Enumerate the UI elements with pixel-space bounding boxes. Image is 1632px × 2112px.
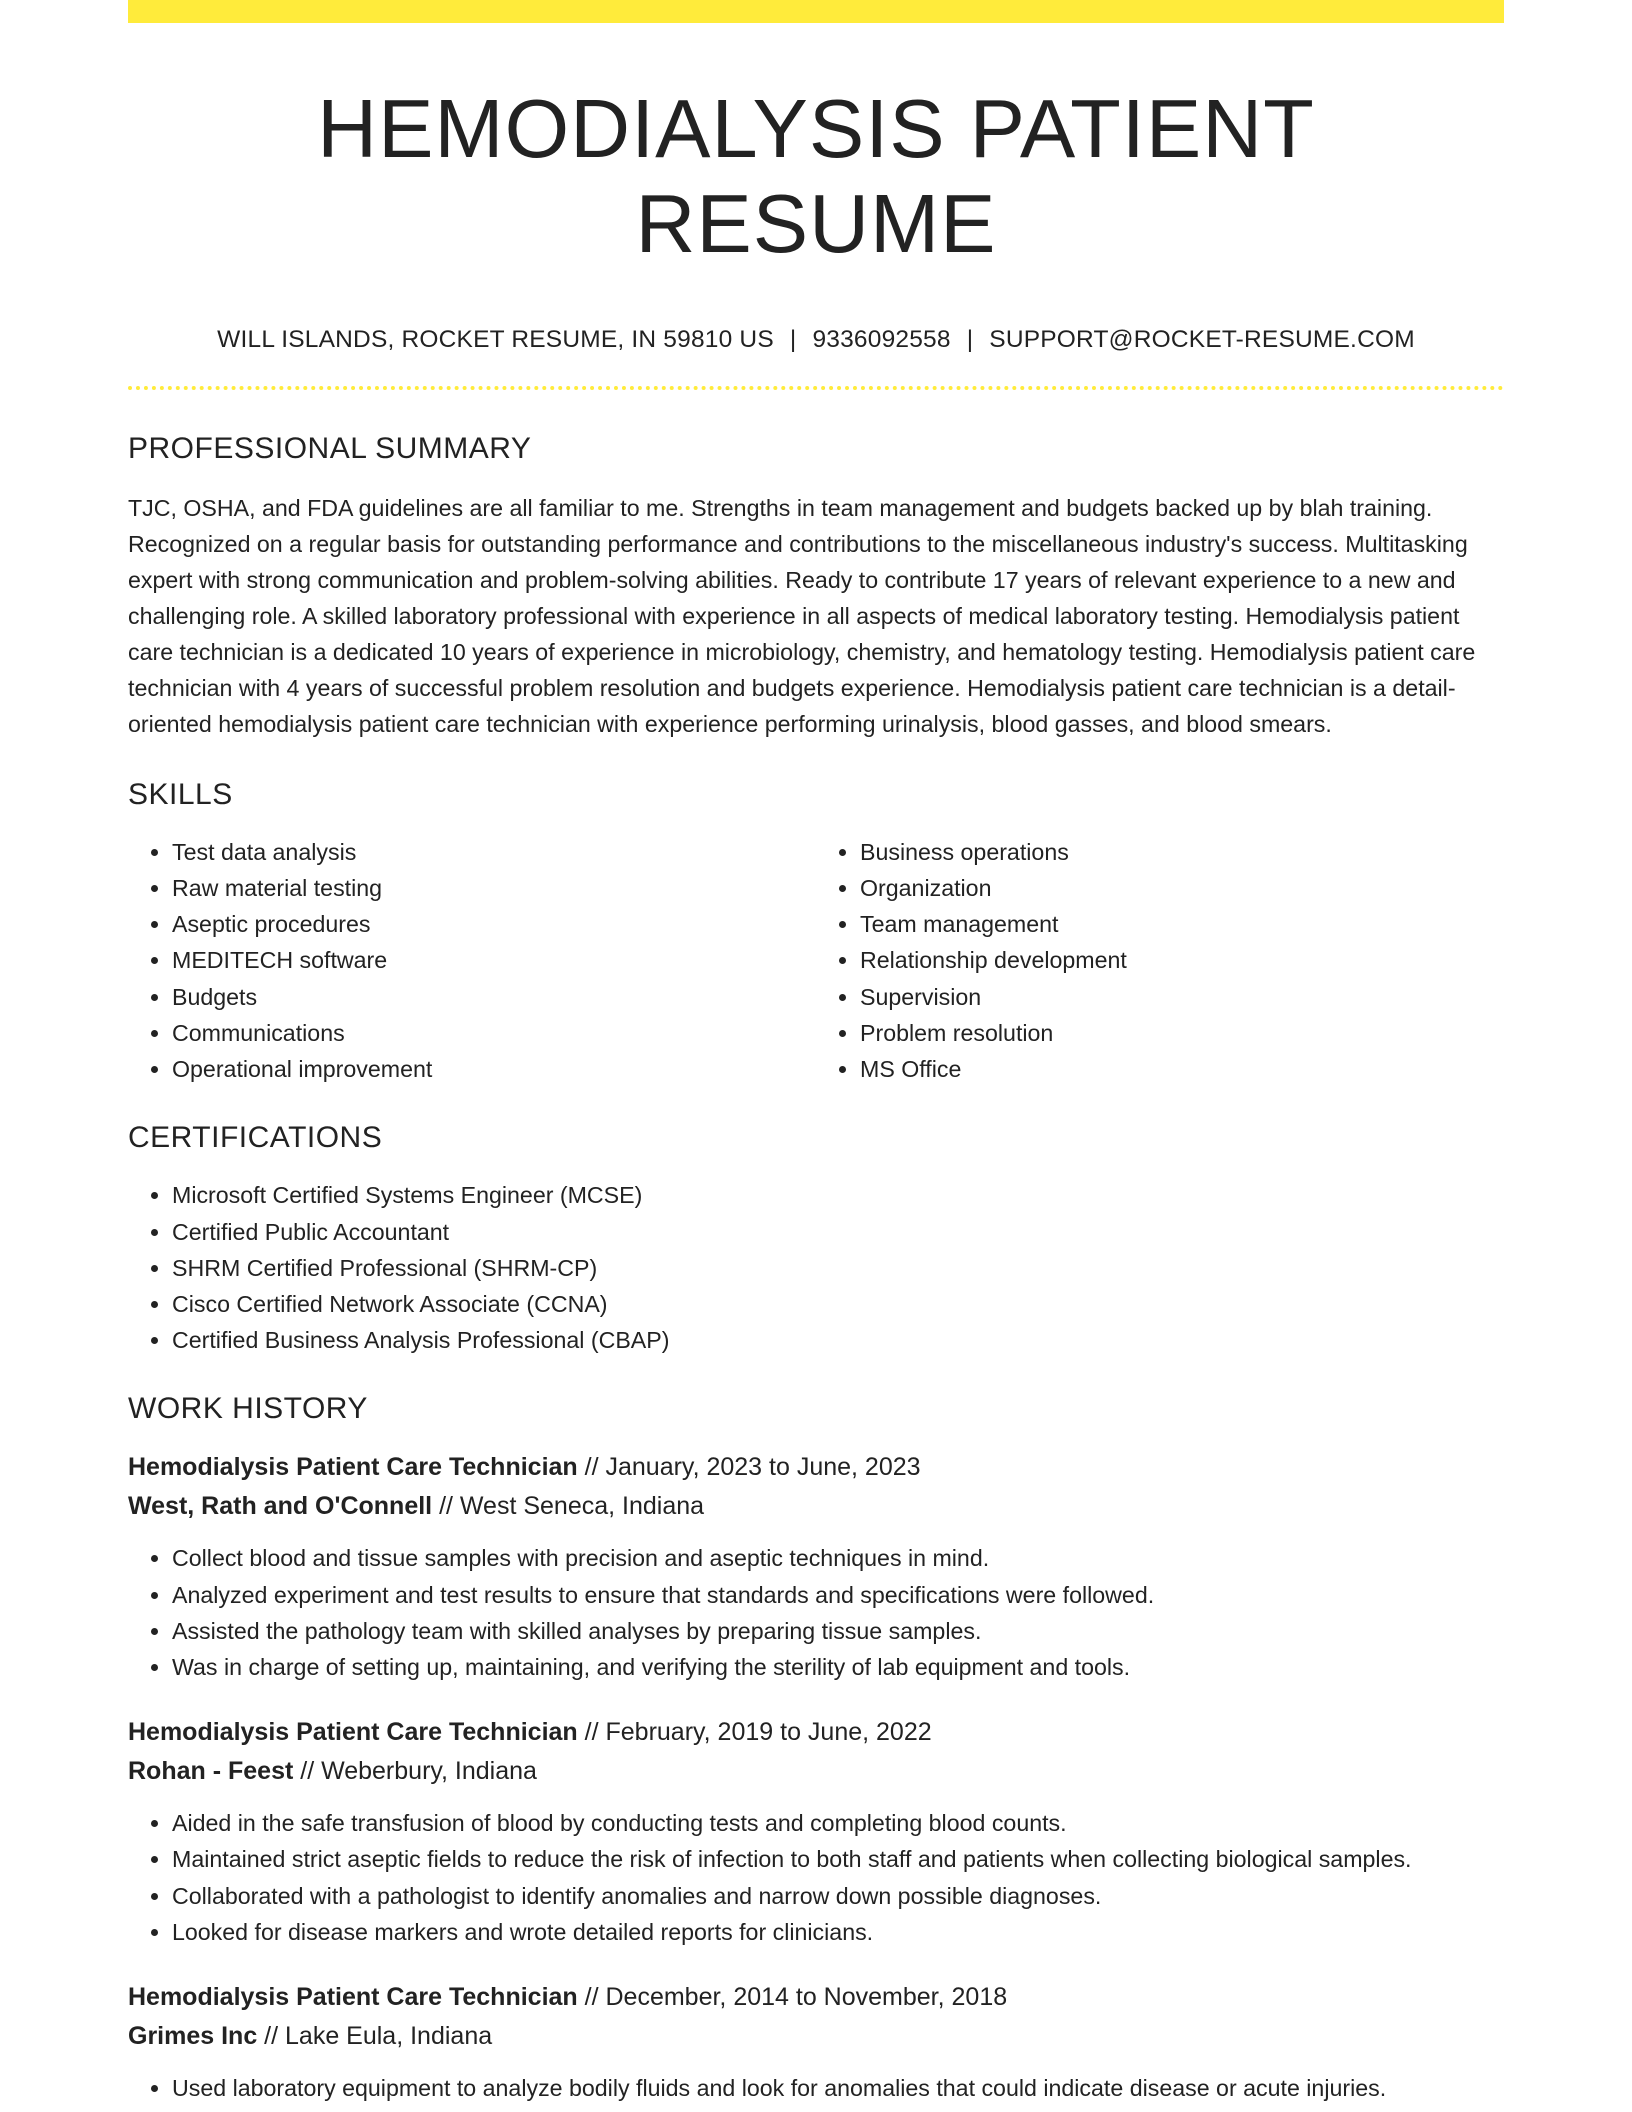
job-dates: // February, 2019 to June, 2022	[577, 1718, 932, 1747]
list-item: • Operational improvement	[172, 1051, 816, 1087]
summary-heading: PROFESSIONAL SUMMARY	[128, 431, 532, 465]
summary-text: TJC, OSHA, and FDA guidelines are all familiar to me. Strengths in team management and budgets backed up by blah training. Recognized on a regular basis for outstanding performance and contributions to the miscellaneous industry's success. Multitasking expert with strong communication and problem-solving abilities. Ready to contribute 17 years of relevant experience to a new and challenging role. A skilled laboratory professional with experience in all aspects of medical laboratory testing. Hemodialysis patient care technician is a dedicated 10 years of experience in microbiology, chemistry, and hematology testing. Hemodialysis patient care technician with 4 years of successful problem resolution and budgets experience. Hemodialysis patient care technician is a detail-oriented hemodialysis patient care technician with experience performing urinalysis, blood gasses, and blood smears.	[128, 494, 1476, 737]
list-item: • MS Office	[860, 1051, 1504, 1087]
list-item: • Looked for disease markers and wrote detailed reports for clinicians.	[172, 1914, 1504, 1950]
job-location: // Weberbury, Indiana	[293, 1757, 537, 1786]
job-bullets	[128, 1540, 1504, 1685]
list-item: • Certified Public Accountant	[172, 1214, 1504, 1250]
job-company-line	[128, 1752, 1504, 1791]
work-history-heading: WORK HISTORY	[128, 1392, 368, 1426]
certifications-list	[128, 1177, 1504, 1358]
certifications-heading: CERTIFICATIONS	[128, 1121, 383, 1155]
contact-separator: |	[789, 325, 797, 353]
contact-address: WILL ISLANDS, ROCKET RESUME, IN 59810 US	[217, 325, 774, 353]
list-item: • SHRM Certified Professional (SHRM-CP)	[172, 1250, 1504, 1286]
list-item: • Collaborated with a pathologist to identify anomalies and narrow down possible diagnoses.	[172, 1878, 1504, 1914]
job-bullets	[128, 2070, 1504, 2106]
list-item: • Organization	[860, 870, 1504, 906]
contact-line	[128, 326, 1504, 354]
list-item: • Supervision	[860, 979, 1504, 1015]
job-bullets	[128, 1805, 1504, 1950]
list-item: • Was in charge of setting up, maintaining, and verifying the sterility of lab equipment and tools.	[172, 1649, 1504, 1685]
job-title-line	[128, 1448, 1504, 1487]
job-company: West, Rath and O'Connell	[128, 1492, 433, 1521]
job-title-line	[128, 1713, 1504, 1752]
job-entry	[128, 1978, 1504, 2106]
job-company-line	[128, 2017, 1504, 2056]
skills-heading: SKILLS	[128, 777, 233, 811]
list-item: • Used laboratory equipment to analyze bodily fluids and look for anomalies that could indicate disease or acute injuries.	[172, 2070, 1504, 2106]
contact-phone: 9336092558	[812, 325, 951, 353]
contact-email: SUPPORT@ROCKET-RESUME.COM	[989, 325, 1415, 353]
job-company: Grimes Inc	[128, 2021, 258, 2050]
job-company: Rohan - Feest	[128, 1757, 294, 1786]
list-item: • Test data analysis	[172, 834, 816, 870]
contact-separator: |	[966, 325, 974, 353]
list-item: • Analyzed experiment and test results to ensure that standards and specifications were followed.	[172, 1577, 1504, 1613]
list-item: • Raw material testing	[172, 870, 816, 906]
list-item: • Aseptic procedures	[172, 906, 816, 942]
job-location: // West Seneca, Indiana	[432, 1492, 705, 1521]
list-item: • Microsoft Certified Systems Engineer (MCSE)	[172, 1177, 1504, 1213]
list-item: • Cisco Certified Network Associate (CCNA)	[172, 1286, 1504, 1322]
list-item: • Problem resolution	[860, 1015, 1504, 1051]
list-item: • Budgets	[172, 979, 816, 1015]
job-position: Hemodialysis Patient Care Technician	[128, 1453, 578, 1482]
job-location: // Lake Eula, Indiana	[257, 2021, 493, 2050]
list-item: • MEDITECH software	[172, 942, 816, 978]
list-item: • Certified Business Analysis Professional (CBAP)	[172, 1322, 1504, 1358]
accent-top-bar	[128, 0, 1504, 23]
skills-grid	[128, 834, 1504, 1087]
list-item: • Relationship development	[860, 942, 1504, 978]
list-item: • Communications	[172, 1015, 816, 1051]
job-dates: // December, 2014 to November, 2018	[577, 1982, 1008, 2011]
job-position: Hemodialysis Patient Care Technician	[128, 1982, 578, 2011]
list-item: • Business operations	[860, 834, 1504, 870]
job-entry	[128, 1448, 1504, 1685]
list-item: • Team management	[860, 906, 1504, 942]
skills-list-left	[128, 834, 816, 1087]
job-position: Hemodialysis Patient Care Technician	[128, 1718, 578, 1747]
list-item: • Assisted the pathology team with skilled analyses by preparing tissue samples.	[172, 1613, 1504, 1649]
job-company-line	[128, 1487, 1504, 1526]
job-title-line	[128, 1978, 1504, 2017]
skills-list-right	[816, 834, 1504, 1087]
list-item: • Collect blood and tissue samples with precision and aseptic techniques in mind.	[172, 1540, 1504, 1576]
list-item: • Aided in the safe transfusion of blood by conducting tests and completing blood counts.	[172, 1805, 1504, 1841]
job-entry	[128, 1713, 1504, 1950]
dotted-divider	[128, 386, 1504, 390]
job-dates: // January, 2023 to June, 2023	[577, 1453, 921, 1482]
resume-page	[128, 0, 1504, 2106]
resume-name: HEMODIALYSIS PATIENT RESUME	[317, 82, 1315, 271]
list-item: • Maintained strict aseptic fields to reduce the risk of infection to both staff and patients when collecting biological samples.	[172, 1841, 1504, 1877]
